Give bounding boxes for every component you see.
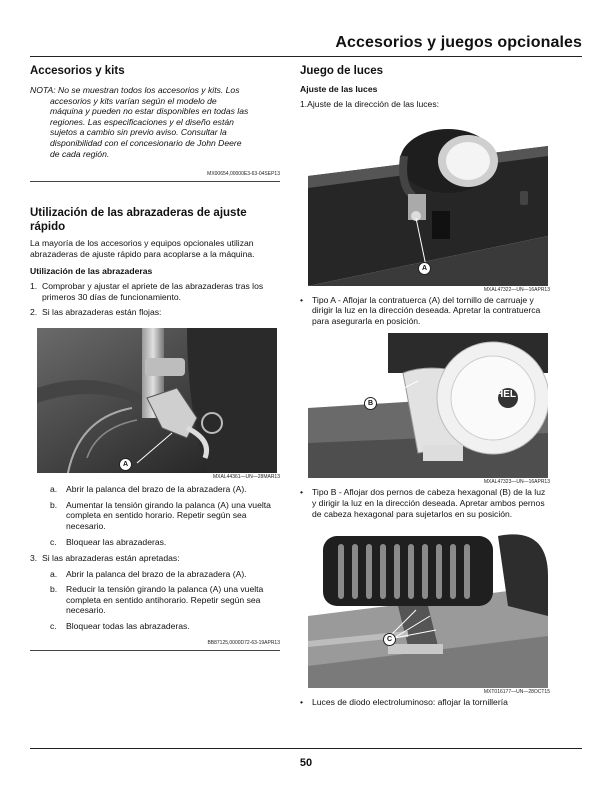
step-text: Si las abrazaderas están flojas: <box>42 306 162 317</box>
section-rule <box>30 181 280 182</box>
substep <box>30 569 280 580</box>
bullet-text: Tipo A - Aflojar la contratuerca (A) del tornillo de carruaje y dirigir la luz en la dirección deseada. Apretar la contratuerca para asegurarla en posición. <box>312 294 541 326</box>
step-text: Comprobar y ajustar el apriete de las abrazaderas tras los primeros 30 días de funcionamiento. <box>42 281 264 302</box>
accessories-ref: MX00654,00000E3-63-04SEP13 <box>207 171 280 178</box>
left-column <box>30 64 280 651</box>
bullet-led <box>300 697 550 708</box>
substep-letter: c. <box>50 536 57 547</box>
lights-step-1: 1.Ajuste de la dirección de las luces: <box>300 99 440 109</box>
bullet-icon: • <box>300 697 304 708</box>
note-line: disponibilidad con el concesionario de John Deere <box>50 137 242 148</box>
accessories-heading: Accesorios y kits <box>30 65 125 77</box>
substep-text: Reducir la tensión girando la palanca (A) una vuelta completa en sentido antihorario. Repetir según sea necesario. <box>66 584 264 616</box>
callout-a: A <box>119 458 132 471</box>
step-text: Si las abrazaderas están apretadas: <box>42 553 180 564</box>
clamps-ref: BB87125,0000D72-63-19APR13 <box>207 639 280 646</box>
callout-b: B <box>364 397 377 410</box>
note-line: máquina y pueden no estar disponibles en todas las <box>50 106 249 117</box>
substep-text: Abrir la palanca del brazo de la abrazadera (A). <box>66 568 247 579</box>
substep-text: Bloquear todas las abrazaderas. <box>66 621 190 632</box>
right-column <box>300 64 550 708</box>
substep-text: Abrir la palanca del brazo de la abrazadera (A). <box>66 484 247 495</box>
bullet-type-a <box>300 295 550 327</box>
note-line: sujetos a cambio sin previo aviso. Consultar la <box>50 127 227 138</box>
light-photo-c <box>308 526 548 688</box>
accessories-note <box>30 85 280 159</box>
substep-letter: b. <box>50 584 58 595</box>
substep-letter: b. <box>50 499 58 510</box>
light-a-ref: MXAL47322—UN—16APR13 <box>483 286 550 293</box>
step-number: 3. <box>30 553 38 564</box>
lamp-type-b-illustration <box>308 333 548 478</box>
clamps-heading: Utilización de las abrazaderas de ajuste rápido <box>30 207 247 234</box>
step-number: 2. <box>30 306 38 317</box>
step-1 <box>30 281 280 302</box>
lamp-logo: HEL <box>496 389 516 401</box>
light-b-ref: MXAL47323—UN—16APR13 <box>483 479 550 486</box>
step-2 <box>30 307 280 318</box>
lights-subheading: Ajuste de las luces <box>300 84 378 94</box>
substep <box>30 621 280 632</box>
substep-letter: c. <box>50 621 57 632</box>
page-title: Accesorios y juegos opcionales <box>335 34 582 51</box>
bullet-type-b <box>300 487 550 519</box>
light-photo-a <box>308 116 548 286</box>
step-number: 1. <box>30 281 38 292</box>
bullet-icon: • <box>300 294 304 305</box>
clamps-intro: La mayoría de los accesorios y equipos opcionales utilizan abrazaderas de ajuste rápido para acoplarse a la máquina. <box>30 238 255 259</box>
tight-steps <box>30 569 280 632</box>
led-lamp-illustration <box>308 526 548 688</box>
bullet-icon: • <box>300 487 304 498</box>
substep-letter: a. <box>50 484 58 495</box>
substep-text: Aumentar la tensión girando la palanca (A) una vuelta completa en sentido horario. Repetir según sea necesario. <box>66 499 271 531</box>
loose-steps <box>30 484 280 547</box>
clamp-photo <box>37 328 277 473</box>
substep <box>30 484 280 495</box>
section-rule <box>30 650 280 651</box>
note-line: NOTA: No se muestran todos los accesorios y kits. Los <box>30 85 240 95</box>
bullet-text: Luces de diodo electroluminoso: aflojar la tornillería <box>312 697 508 708</box>
substep <box>30 584 280 616</box>
substep-text: Bloquear las abrazaderas. <box>66 536 167 547</box>
clamp-illustration <box>37 328 277 473</box>
note-line: regiones. Las especificaciones y el diseño están <box>50 116 234 127</box>
footer-rule <box>30 748 582 749</box>
page-number: 50 <box>299 757 313 769</box>
light-photo-b <box>308 333 548 478</box>
note-line: de cada región. <box>50 148 110 159</box>
clamps-subheading: Utilización de las abrazaderas <box>30 266 153 277</box>
title-rule <box>30 56 582 57</box>
step-3 <box>30 553 280 564</box>
bullet-text: Tipo B - Aflojar dos pernos de cabeza hexagonal (B) de la luz y dirigir la luz en la dirección deseada. Apretar ambos pernos de cabeza hexagonal para sujetarlos en su posición. <box>312 487 546 519</box>
lights-heading: Juego de luces <box>300 65 384 77</box>
callout-c: C <box>383 633 396 646</box>
substep <box>30 500 280 532</box>
substep-letter: a. <box>50 568 58 579</box>
note-line: accesorios y kits varían según el modelo de <box>50 95 217 106</box>
substep <box>30 537 280 548</box>
light-c-ref: MXT016177—UN—28OCT15 <box>483 689 550 696</box>
lamp-type-a-illustration <box>308 116 548 286</box>
clamp-image-ref: MXAL44361—UN—28MAR13 <box>213 474 280 481</box>
callout-a: A <box>418 262 431 275</box>
